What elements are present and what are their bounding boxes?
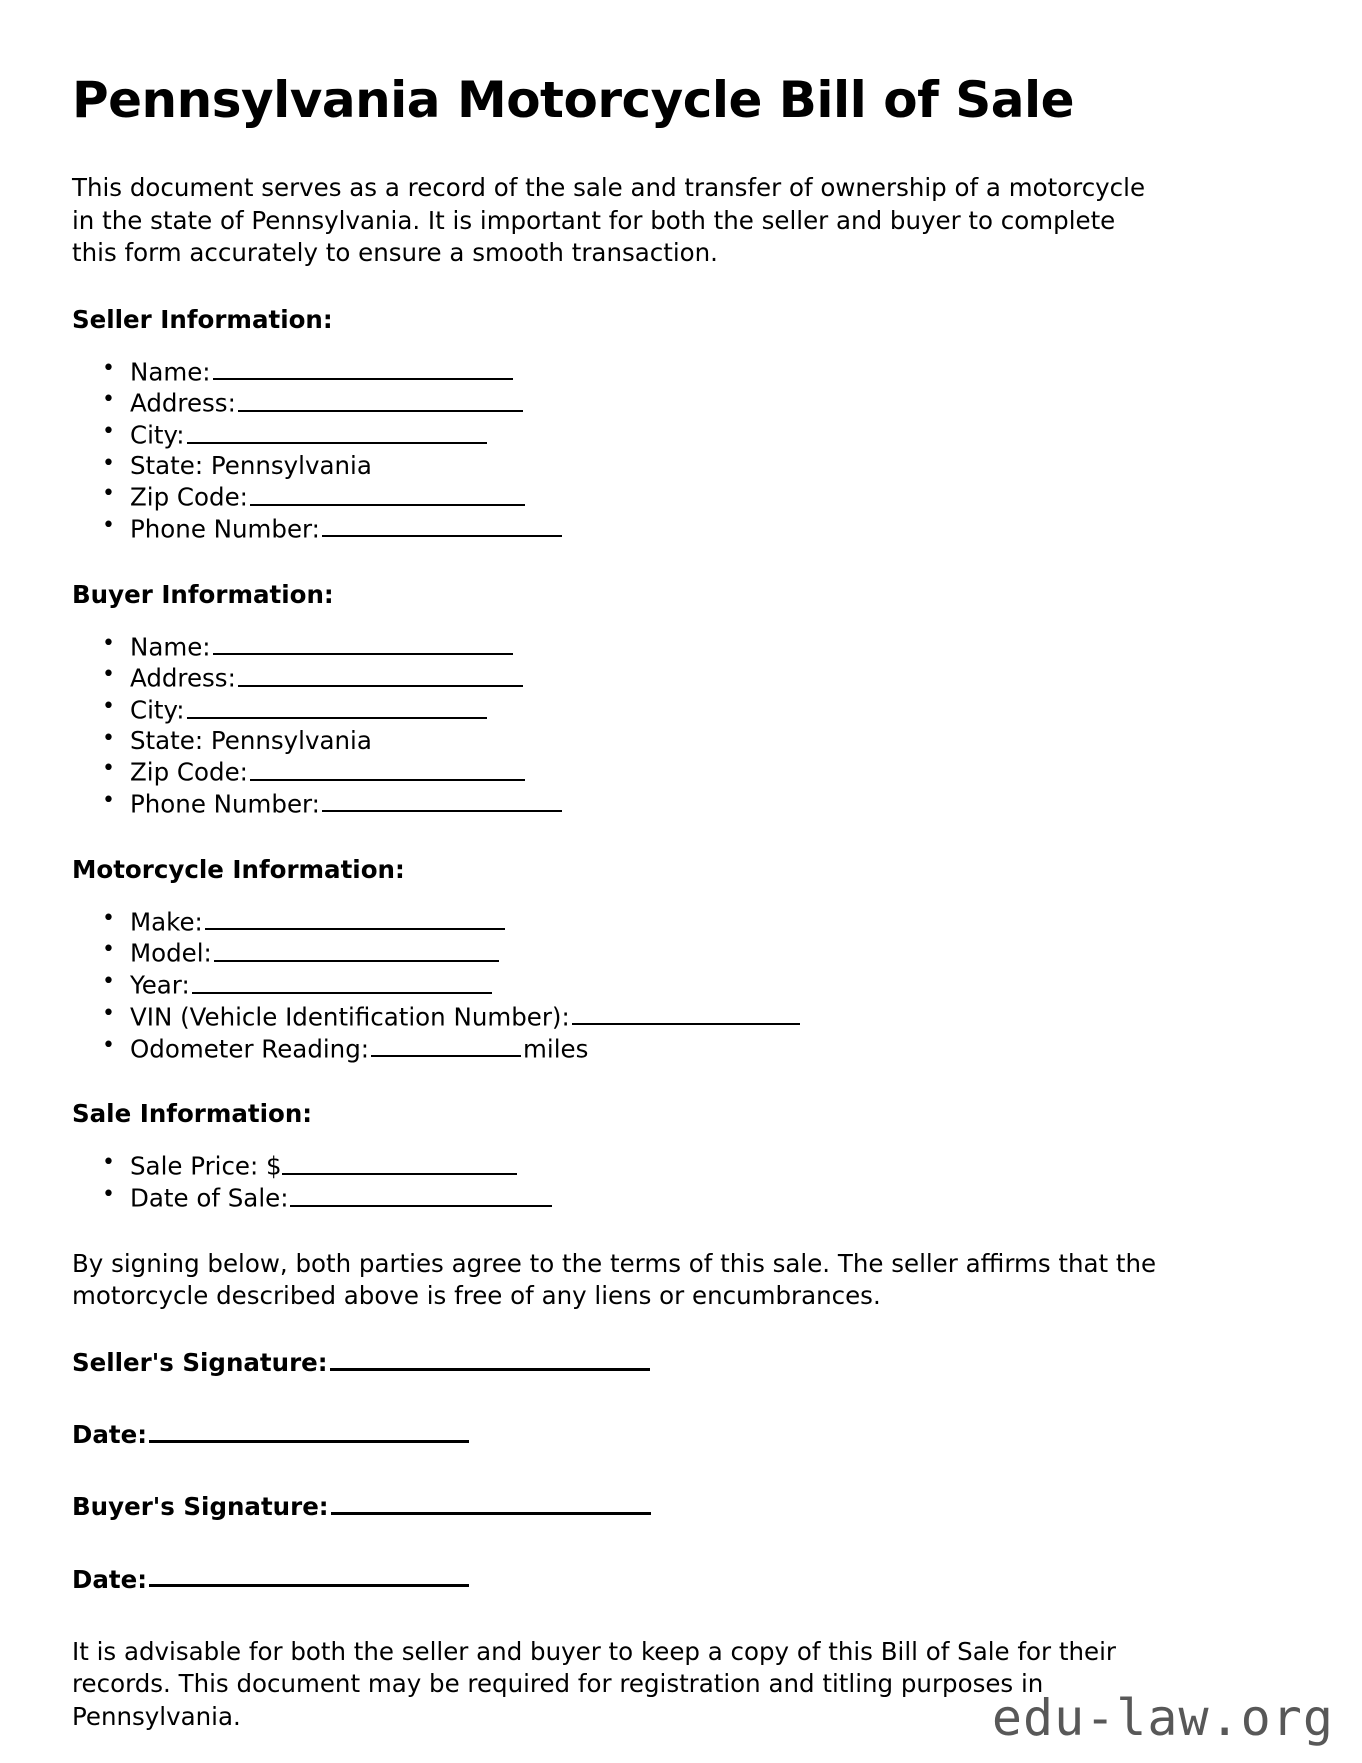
buyer-phone-blank[interactable] xyxy=(322,788,562,813)
sale-price-label: Sale Price: $ xyxy=(130,1151,282,1181)
motorcycle-odometer-field xyxy=(130,1033,1222,1065)
motorcycle-year-blank[interactable] xyxy=(192,969,492,994)
page-title: Pennsylvania Motorcycle Bill of Sale xyxy=(72,71,1075,129)
seller-state-field xyxy=(130,451,1222,481)
buyer-city-label: City: xyxy=(130,695,185,725)
buyer-zip-blank[interactable] xyxy=(250,756,525,781)
buyer-date-label: Date: xyxy=(72,1564,147,1594)
agreement-paragraph: By signing below, both parties agree to the terms of this sale. The seller affirms that the motorcycle described above is free of any liens or encumbrances. xyxy=(72,1248,1157,1311)
buyer-signature-blank[interactable] xyxy=(331,1491,651,1515)
intro-paragraph: This document serves as a record of the sale and transfer of ownership of a motorcycle in the state of Pennsylvania. It is important for both the seller and buyer to complete this form accurately to ensure a smooth transaction. xyxy=(72,173,1146,268)
motorcycle-model-blank[interactable] xyxy=(214,937,499,962)
seller-city-field xyxy=(130,419,1222,451)
buyer-signature-row xyxy=(72,1491,1222,1521)
buyer-state-label: State: Pennsylvania xyxy=(130,725,372,755)
seller-name-blank[interactable] xyxy=(213,356,513,381)
seller-information-heading: Seller Information: xyxy=(72,304,333,334)
sale-price-field xyxy=(130,1150,1222,1182)
seller-signature-blank[interactable] xyxy=(330,1347,650,1371)
motorcycle-make-label: Make: xyxy=(130,907,203,937)
buyer-city-field xyxy=(130,694,1222,726)
seller-date-blank[interactable] xyxy=(149,1419,469,1443)
seller-signature-label: Seller's Signature: xyxy=(72,1347,328,1377)
seller-city-label: City: xyxy=(130,420,185,450)
buyer-zip-label: Zip Code: xyxy=(130,757,248,787)
buyer-phone-label: Phone Number: xyxy=(130,789,320,819)
date-of-sale-blank[interactable] xyxy=(290,1182,552,1207)
motorcycle-model-field xyxy=(130,937,1222,969)
motorcycle-vin-field xyxy=(130,1001,1222,1033)
motorcycle-make-blank[interactable] xyxy=(205,906,505,931)
buyer-address-field xyxy=(130,662,1222,694)
motorcycle-make-field xyxy=(130,906,1222,938)
motorcycle-year-field xyxy=(130,969,1222,1001)
motorcycle-vin-blank[interactable] xyxy=(572,1001,800,1026)
buyer-name-blank[interactable] xyxy=(213,631,513,656)
seller-city-blank[interactable] xyxy=(187,419,487,444)
sale-fields-list xyxy=(72,1150,1222,1214)
motorcycle-fields-list xyxy=(72,906,1222,1065)
seller-state-label: State: Pennsylvania xyxy=(130,450,372,480)
buyer-name-field xyxy=(130,631,1222,663)
buyer-state-field xyxy=(130,726,1222,756)
seller-name-label: Name: xyxy=(130,357,211,387)
seller-phone-blank[interactable] xyxy=(322,513,562,538)
seller-fields-list xyxy=(72,356,1222,545)
motorcycle-odometer-label: Odometer Reading: xyxy=(130,1034,370,1064)
buyer-address-blank[interactable] xyxy=(238,662,523,687)
buyer-fields-list xyxy=(72,631,1222,820)
buyer-address-label: Address: xyxy=(130,663,236,693)
closing-paragraph: It is advisable for both the seller and buyer to keep a copy of this Bill of Sale for their records. This document may be required for registration and titling purposes in Pennsylvania. xyxy=(72,1636,1116,1732)
sale-price-blank[interactable] xyxy=(282,1150,517,1175)
seller-address-field xyxy=(130,387,1222,419)
buyer-phone-field xyxy=(130,788,1222,820)
date-of-sale-label: Date of Sale: xyxy=(130,1183,289,1213)
date-of-sale-field xyxy=(130,1182,1222,1214)
motorcycle-vin-label: VIN (Vehicle Identification Number): xyxy=(130,1002,570,1032)
seller-phone-field xyxy=(130,513,1222,545)
sale-information-heading: Sale Information: xyxy=(72,1099,313,1129)
site-watermark: edu-law.org xyxy=(991,1689,1334,1747)
seller-date-label: Date: xyxy=(72,1420,147,1450)
buyer-information-heading: Buyer Information: xyxy=(72,579,334,609)
buyer-date-row xyxy=(72,1564,1222,1594)
buyer-zip-field xyxy=(130,756,1222,788)
seller-phone-label: Phone Number: xyxy=(130,514,320,544)
seller-date-row xyxy=(72,1419,1222,1449)
seller-signature-row xyxy=(72,1347,1222,1377)
seller-address-blank[interactable] xyxy=(238,387,523,412)
buyer-signature-label: Buyer's Signature: xyxy=(72,1492,329,1522)
motorcycle-odometer-blank[interactable] xyxy=(371,1033,521,1058)
buyer-name-label: Name: xyxy=(130,632,211,662)
motorcycle-odometer-unit: miles xyxy=(523,1034,589,1064)
motorcycle-information-heading: Motorcycle Information: xyxy=(72,854,405,884)
seller-name-field xyxy=(130,356,1222,388)
buyer-date-blank[interactable] xyxy=(149,1564,469,1588)
seller-zip-field xyxy=(130,481,1222,513)
seller-address-label: Address: xyxy=(130,388,236,418)
motorcycle-year-label: Year: xyxy=(130,970,190,1000)
buyer-city-blank[interactable] xyxy=(187,694,487,719)
seller-zip-label: Zip Code: xyxy=(130,482,248,512)
seller-zip-blank[interactable] xyxy=(250,481,525,506)
motorcycle-model-label: Model: xyxy=(130,938,212,968)
